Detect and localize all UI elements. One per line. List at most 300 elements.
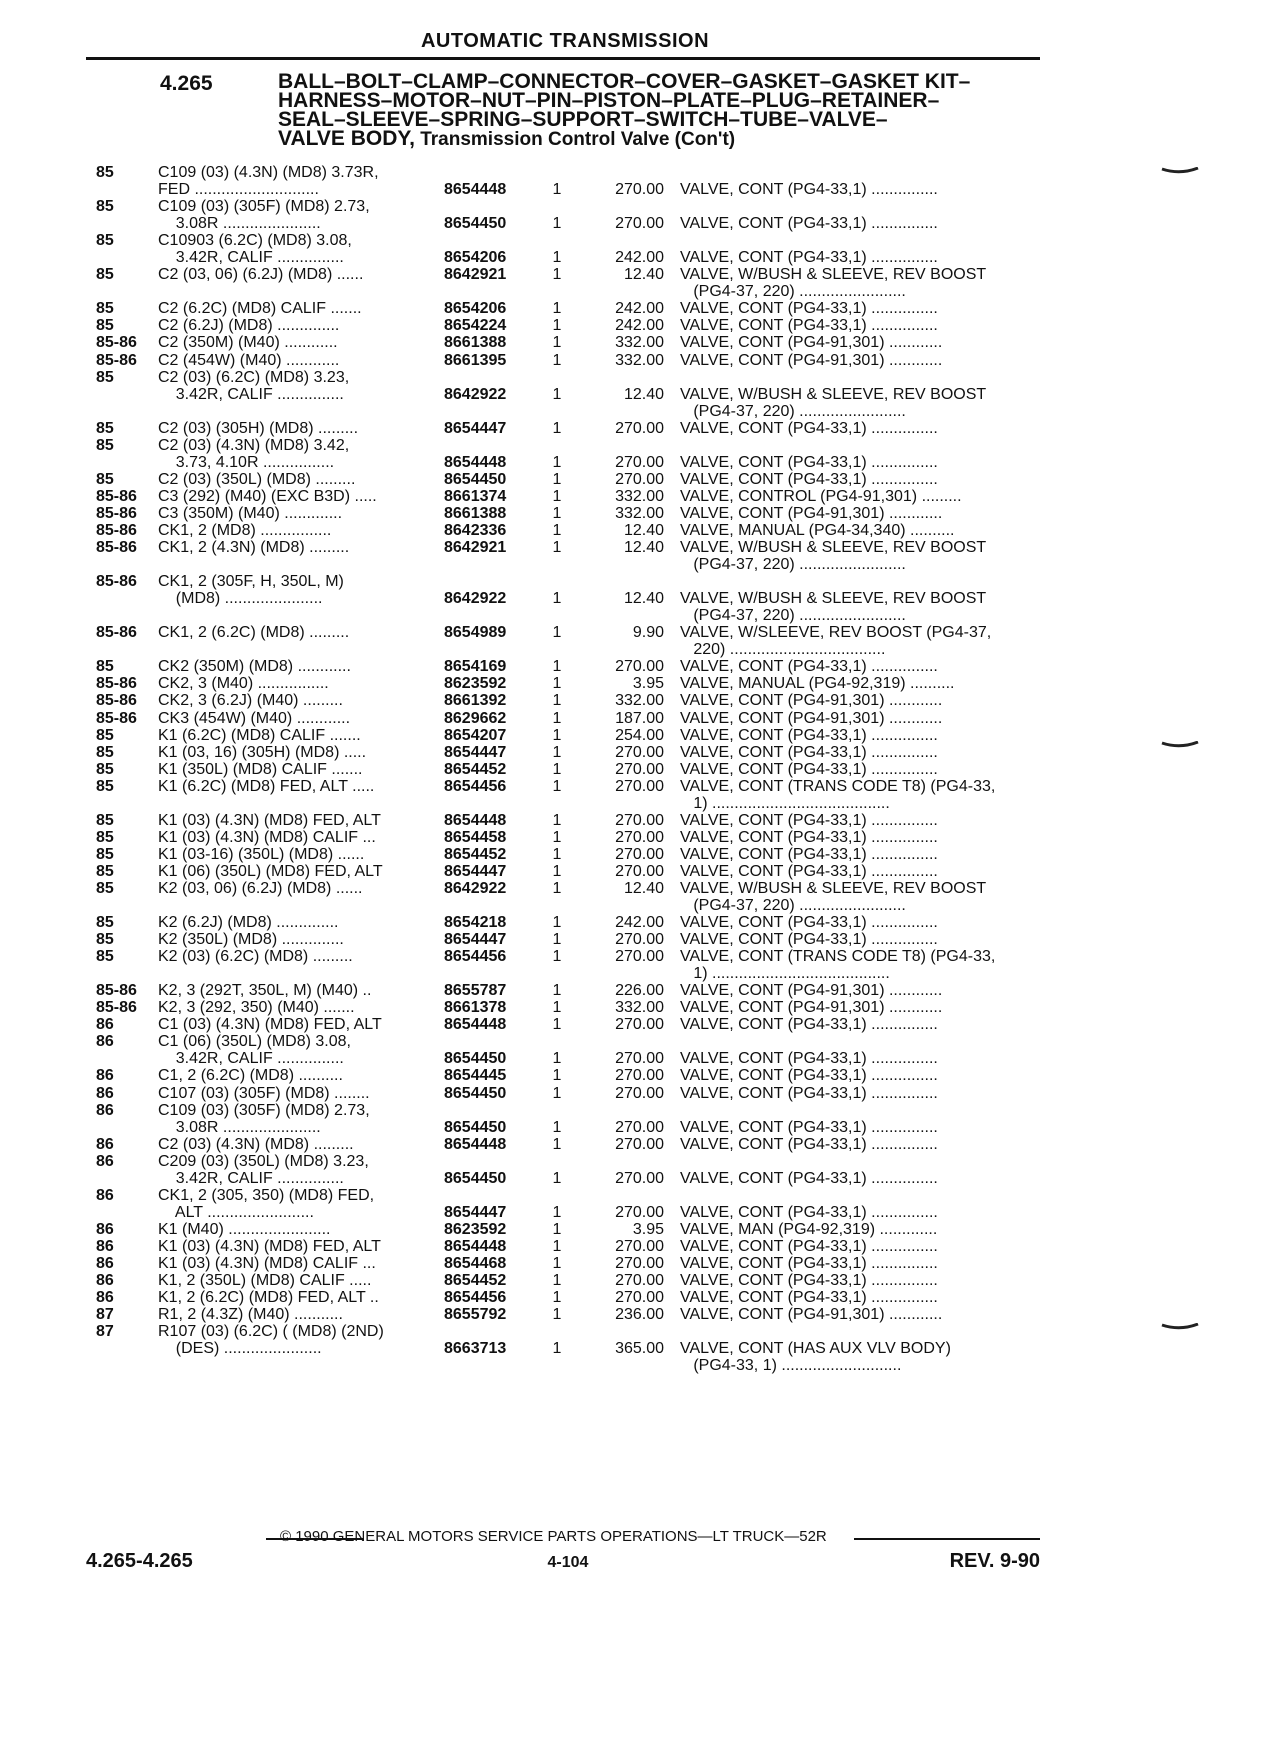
table-row [96,913,1046,930]
description-cell: (PG4-37, 220) ........................ [680,556,906,574]
quantity-cell: 1 [552,1118,562,1136]
table-row [96,402,1046,419]
year-cell: 86 [96,1272,114,1290]
description-cell: (PG4-37, 220) ........................ [680,607,906,625]
application-cell: C1 (03) (4.3N) (MD8) FED, ALT [158,1016,382,1034]
application-cell: C10903 (6.2C) (MD8) 3.08, [158,232,352,250]
table-row [96,1203,1046,1220]
description-cell: (PG4-33, 1) ........................... [680,1357,902,1375]
year-cell: 86 [96,1135,114,1153]
year-cell: 85 [96,198,114,216]
quantity-cell: 1 [552,1272,562,1290]
application-cell: K1 (03-16) (350L) (MD8) ...... [158,845,365,863]
application-cell: 3.08R ...................... [158,215,321,233]
part-number-cell: 8654447 [444,862,507,880]
application-cell: (MD8) ...................... [158,590,323,608]
year-cell: 86 [96,1033,114,1051]
year-cell: 85-86 [96,573,137,591]
table-row [96,316,1046,333]
quantity-cell: 1 [552,1135,562,1153]
application-cell: C2 (6.2J) (MD8) .............. [158,317,340,335]
part-number-cell: 8654447 [444,743,507,761]
table-row [96,1254,1046,1271]
price-cell: 270.00 [615,215,664,233]
table-row [96,487,1046,504]
part-number-cell: 8661374 [444,487,507,505]
application-cell: CK1, 2 (4.3N) (MD8) ......... [158,539,350,557]
description-cell: VALVE, CONT (PG4-33,1) ............... [680,453,938,471]
description-cell: VALVE, CONT (PG4-33,1) ............... [680,811,938,829]
application-cell: C209 (03) (350L) (MD8) 3.23, [158,1152,369,1170]
quantity-cell: 1 [552,1340,562,1358]
description-cell: VALVE, CONT (PG4-33,1) ............... [680,215,938,233]
year-cell: 86 [96,1101,114,1119]
year-cell: 85-86 [96,624,137,642]
price-cell: 270.00 [615,862,664,880]
description-cell: VALVE, CONT (PG4-33,1) ............... [680,1050,938,1068]
price-cell: 270.00 [615,1289,664,1307]
application-cell: FED ............................ [158,181,319,199]
application-cell: R1, 2 (4.3Z) (M40) ........... [158,1306,343,1324]
application-cell: K1 (03) (4.3N) (MD8) FED, ALT [158,1237,381,1255]
binder-mark [1160,167,1200,175]
table-row [96,282,1046,299]
year-cell: 85 [96,470,114,488]
application-cell: CK1, 2 (305, 350) (MD8) FED, [158,1186,375,1204]
application-cell: K2 (6.2J) (MD8) .............. [158,914,339,932]
table-row [96,1084,1046,1101]
description-cell: VALVE, CONT (TRANS CODE T8) (PG4-33, [680,777,996,795]
price-cell: 332.00 [615,999,664,1017]
part-number-cell: 8654468 [444,1255,507,1272]
year-cell: 85 [96,828,114,846]
description-cell: VALVE, CONT (PG4-33,1) ............... [680,1118,938,1136]
description-cell: (PG4-37, 220) ........................ [680,402,906,420]
part-number-cell: 8654448 [444,1016,507,1034]
year-cell: 85-86 [96,709,137,727]
year-cell: 86 [96,1220,114,1238]
application-cell: C109 (03) (4.3N) (MD8) 3.73R, [158,164,379,181]
description-cell: VALVE, CONT (PG4-33,1) ............... [680,1255,938,1272]
table-row [96,640,1046,657]
application-cell: K2 (03, 06) (6.2J) (MD8) ...... [158,879,363,897]
quantity-cell: 1 [552,1237,562,1255]
table-row [96,1118,1046,1135]
table-row [96,299,1046,316]
application-cell: 3.42R, CALIF ............... [158,1169,344,1187]
quantity-cell: 1 [552,828,562,846]
year-cell: 85 [96,914,114,932]
part-number-cell: 8642922 [444,590,507,608]
table-row [96,163,1046,180]
part-number-cell: 8654224 [444,317,507,335]
price-cell: 12.40 [623,266,664,284]
year-cell: 85-86 [96,521,137,539]
description-cell: 220) ................................... [680,641,886,659]
section-number: 4.265 [160,72,213,95]
application-cell: K2 (03) (6.2C) (MD8) ......... [158,948,353,966]
price-cell: 9.90 [632,624,664,642]
section-title-line: BALL–BOLT–CLAMP–CONNECTOR–COVER–GASKET–GASKET KIT– [278,70,971,93]
part-number-cell: 8654448 [444,453,507,471]
description-cell: VALVE, CONT (PG4-91,301) ............ [680,982,943,1000]
price-cell: 242.00 [615,249,664,267]
quantity-cell: 1 [552,419,562,437]
year-cell: 85 [96,777,114,795]
year-cell: 85 [96,726,114,744]
quantity-cell: 1 [552,215,562,233]
quantity-cell: 1 [552,317,562,335]
table-row [96,351,1046,368]
table-row [96,504,1046,521]
application-cell: C107 (03) (305F) (MD8) ........ [158,1084,370,1102]
footer-page-number: 4-104 [547,1554,589,1571]
description-cell: VALVE, CONT (PG4-33,1) ............... [680,658,938,676]
price-cell: 332.00 [615,487,664,505]
table-row [96,436,1046,453]
quantity-cell: 1 [552,982,562,1000]
price-cell: 242.00 [615,914,664,932]
description-cell: (PG4-37, 220) ........................ [680,897,906,915]
price-cell: 332.00 [615,351,664,369]
table-row [96,930,1046,947]
table-row [96,777,1046,794]
application-cell: K1 (350L) (MD8) CALIF ....... [158,760,363,778]
table-row [96,879,1046,896]
quantity-cell: 1 [552,777,562,795]
section-title [278,72,1038,149]
description-cell: VALVE, W/BUSH & SLEEVE, REV BOOST [680,385,987,403]
description-cell: VALVE, CONT (HAS AUX VLV BODY) [680,1340,951,1358]
year-cell: 85-86 [96,334,137,352]
price-cell: 12.40 [623,385,664,403]
quantity-cell: 1 [552,1084,562,1102]
year-cell: 85 [96,760,114,778]
table-row [96,180,1046,197]
part-number-cell: 8623592 [444,1220,507,1238]
table-row [96,896,1046,913]
application-cell: CK2 (350M) (MD8) ............ [158,658,351,676]
part-number-cell: 8654448 [444,811,507,829]
application-cell: K2, 3 (292, 350) (M40) ....... [158,999,355,1017]
year-cell: 85 [96,879,114,897]
application-cell: K1 (6.2C) (MD8) CALIF ....... [158,726,361,744]
footer-section-range: 4.265-4.265 [86,1550,193,1572]
application-cell: K1, 2 (6.2C) (MD8) FED, ALT .. [158,1289,379,1307]
quantity-cell: 1 [552,334,562,352]
description-cell: VALVE, CONT (PG4-33,1) ............... [680,470,938,488]
part-number-cell: 8642921 [444,539,507,557]
description-cell: VALVE, CONT (PG4-33,1) ............... [680,1289,938,1307]
table-row [96,572,1046,589]
application-cell: C3 (350M) (M40) ............. [158,504,343,522]
description-cell: VALVE, CONT (PG4-33,1) ............... [680,1135,938,1153]
description-cell: VALVE, MANUAL (PG4-92,319) .......... [680,675,955,693]
table-row [96,964,1046,981]
table-row [96,657,1046,674]
quantity-cell: 1 [552,521,562,539]
year-cell: 85 [96,368,114,386]
application-cell: K1 (6.2C) (MD8) FED, ALT ..... [158,777,375,795]
quantity-cell: 1 [552,453,562,471]
quantity-cell: 1 [552,624,562,642]
year-cell: 85 [96,317,114,335]
application-cell: CK1, 2 (6.2C) (MD8) ......... [158,624,350,642]
table-row [96,248,1046,265]
table-row [96,265,1046,282]
table-row [96,1032,1046,1049]
description-cell: VALVE, CONT (PG4-33,1) ............... [680,1203,938,1221]
application-cell: K1 (M40) ....................... [158,1220,331,1238]
application-cell: 3.42R, CALIF ............... [158,249,344,267]
year-cell: 85-86 [96,999,137,1017]
table-row [96,623,1046,640]
quantity-cell: 1 [552,1067,562,1085]
price-cell: 270.00 [615,1169,664,1187]
application-cell: C2 (6.2C) (MD8) CALIF ....... [158,300,362,318]
part-number-cell: 8623592 [444,675,507,693]
price-cell: 226.00 [615,982,664,1000]
year-cell: 85 [96,419,114,437]
description-cell: VALVE, W/BUSH & SLEEVE, REV BOOST [680,879,987,897]
year-cell: 86 [96,1016,114,1034]
quantity-cell: 1 [552,675,562,693]
description-cell: VALVE, CONT (PG4-33,1) ............... [680,1272,938,1290]
part-number-cell: 8654452 [444,760,507,778]
part-number-cell: 8654169 [444,658,507,676]
quantity-cell: 1 [552,487,562,505]
quantity-cell: 1 [552,300,562,318]
price-cell: 332.00 [615,692,664,710]
application-cell: C3 (292) (M40) (EXC B3D) ..... [158,487,377,505]
price-cell: 270.00 [615,777,664,795]
part-number-cell: 8654456 [444,948,507,966]
price-cell: 270.00 [615,1203,664,1221]
price-cell: 12.40 [623,879,664,897]
application-cell: K1, 2 (350L) (MD8) CALIF ..... [158,1272,372,1290]
quantity-cell: 1 [552,385,562,403]
description-cell: VALVE, CONT (PG4-33,1) ............... [680,743,938,761]
quantity-cell: 1 [552,760,562,778]
application-cell: K1 (03) (4.3N) (MD8) CALIF ... [158,1255,376,1272]
description-cell: VALVE, CONT (PG4-91,301) ............ [680,1306,943,1324]
table-row [96,589,1046,606]
description-cell: VALVE, CONT (PG4-91,301) ............ [680,999,943,1017]
table-row [96,1135,1046,1152]
description-cell: VALVE, CONTROL (PG4-91,301) ......... [680,487,962,505]
application-cell: C2 (03) (305H) (MD8) ......... [158,419,359,437]
description-cell: VALVE, CONT (PG4-33,1) ............... [680,914,938,932]
part-number-cell: 8654450 [444,1169,507,1187]
description-cell: VALVE, MANUAL (PG4-34,340) .......... [680,521,955,539]
price-cell: 270.00 [615,1118,664,1136]
quantity-cell: 1 [552,709,562,727]
table-row [96,1271,1046,1288]
part-number-cell: 8642922 [444,879,507,897]
description-cell: VALVE, CONT (PG4-33,1) ............... [680,181,938,199]
year-cell: 86 [96,1255,114,1272]
part-number-cell: 8654445 [444,1067,507,1085]
price-cell: 236.00 [615,1306,664,1324]
price-cell: 270.00 [615,453,664,471]
application-cell: C1, 2 (6.2C) (MD8) .......... [158,1067,343,1085]
part-number-cell: 8654450 [444,215,507,233]
price-cell: 12.40 [623,590,664,608]
application-cell: CK2, 3 (M40) ................ [158,675,329,693]
price-cell: 270.00 [615,470,664,488]
application-cell: CK1, 2 (305F, H, 350L, M) [158,573,344,591]
table-row [96,674,1046,691]
application-cell: C2 (03) (4.3N) (MD8) 3.42, [158,436,350,454]
table-row [96,470,1046,487]
price-cell: 270.00 [615,1084,664,1102]
application-cell: K1 (03) (4.3N) (MD8) CALIF ... [158,828,376,846]
table-row [96,760,1046,777]
quantity-cell: 1 [552,266,562,284]
year-cell: 85 [96,845,114,863]
year-cell: 85-86 [96,487,137,505]
description-cell: VALVE, CONT (PG4-33,1) ............... [680,1237,938,1255]
part-number-cell: 8661395 [444,351,507,369]
quantity-cell: 1 [552,999,562,1017]
description-cell: VALVE, CONT (PG4-33,1) ............... [680,845,938,863]
application-cell: C2 (03) (350L) (MD8) ......... [158,470,356,488]
description-cell: VALVE, CONT (PG4-91,301) ............ [680,351,943,369]
table-row [96,811,1046,828]
table-row [96,555,1046,572]
description-cell: VALVE, CONT (PG4-33,1) ............... [680,931,938,949]
year-cell: 85 [96,164,114,181]
description-cell: 1) ........................................ [680,794,890,812]
table-row [96,1015,1046,1032]
part-number-cell: 8654452 [444,1272,507,1290]
quantity-cell: 1 [552,743,562,761]
price-cell: 242.00 [615,300,664,318]
table-row [96,726,1046,743]
year-cell: 86 [96,1152,114,1170]
part-number-cell: 8642922 [444,385,507,403]
table-row [96,1356,1046,1373]
application-cell: 3.08R ...................... [158,1118,321,1136]
quantity-cell: 1 [552,948,562,966]
price-cell: 187.00 [615,709,664,727]
description-cell: VALVE, CONT (TRANS CODE T8) (PG4-33, [680,948,996,966]
part-number-cell: 8654450 [444,1118,507,1136]
part-number-cell: 8654207 [444,726,507,744]
table-row [96,214,1046,231]
year-cell: 85-86 [96,675,137,693]
application-cell: K1 (06) (350L) (MD8) FED, ALT [158,862,383,880]
year-cell: 85 [96,862,114,880]
section-title-rest: Transmission Control Valve (Con't) [414,129,736,150]
application-cell: C1 (06) (350L) (MD8) 3.08, [158,1033,351,1051]
part-number-cell: 8654452 [444,845,507,863]
part-number-cell: 8654448 [444,1135,507,1153]
description-cell: VALVE, CONT (PG4-33,1) ............... [680,249,938,267]
part-number-cell: 8654450 [444,1084,507,1102]
price-cell: 270.00 [615,931,664,949]
application-cell: 3.42R, CALIF ............... [158,385,344,403]
part-number-cell: 8654456 [444,777,507,795]
application-cell: (DES) ...................... [158,1340,322,1358]
quantity-cell: 1 [552,862,562,880]
table-row [96,998,1046,1015]
table-row [96,1322,1046,1339]
description-cell: VALVE, CONT (PG4-91,301) ............ [680,709,943,727]
table-row [96,1186,1046,1203]
part-number-cell: 8654989 [444,624,507,642]
year-cell: 85-86 [96,504,137,522]
table-row [96,521,1046,538]
quantity-cell: 1 [552,181,562,199]
part-number-cell: 8654458 [444,828,507,846]
table-row [96,1066,1046,1083]
table-row [96,1237,1046,1254]
quantity-cell: 1 [552,351,562,369]
description-cell: VALVE, CONT (PG4-33,1) ............... [680,1067,938,1085]
year-cell: 86 [96,1067,114,1085]
table-row [96,947,1046,964]
application-cell: R107 (03) (6.2C) ( (MD8) (2ND) [158,1323,384,1341]
table-row [96,231,1046,248]
year-cell: 85-86 [96,692,137,710]
quantity-cell: 1 [552,914,562,932]
price-cell: 3.95 [632,675,664,693]
footer-copyright: © 1990 GENERAL MOTORS SERVICE PARTS OPERATIONS—LT TRUCK—52R [280,1528,827,1545]
quantity-cell: 1 [552,726,562,744]
part-number-cell: 8629662 [444,709,507,727]
price-cell: 270.00 [615,1067,664,1085]
price-cell: 3.95 [632,1220,664,1238]
description-cell: VALVE, W/BUSH & SLEEVE, REV BOOST [680,590,987,608]
quantity-cell: 1 [552,879,562,897]
year-cell: 85 [96,948,114,966]
price-cell: 270.00 [615,1272,664,1290]
quantity-cell: 1 [552,1203,562,1221]
application-cell: K2, 3 (292T, 350L, M) (M40) .. [158,982,372,1000]
application-cell: K1 (03) (4.3N) (MD8) FED, ALT [158,811,381,829]
year-cell: 85 [96,232,114,250]
table-row [96,606,1046,623]
quantity-cell: 1 [552,1050,562,1068]
table-row [96,981,1046,998]
application-cell: C2 (03) (6.2C) (MD8) 3.23, [158,368,350,386]
application-cell: C109 (03) (305F) (MD8) 2.73, [158,1101,370,1119]
year-cell: 85 [96,743,114,761]
price-cell: 270.00 [615,1050,664,1068]
part-number-cell: 8654456 [444,1289,507,1307]
description-cell: VALVE, CONT (PG4-33,1) ............... [680,317,938,335]
application-cell: CK3 (454W) (M40) ............ [158,709,351,727]
year-cell: 85 [96,300,114,318]
price-cell: 270.00 [615,1255,664,1272]
application-cell: C2 (350M) (M40) ............ [158,334,338,352]
price-cell: 270.00 [615,760,664,778]
price-cell: 12.40 [623,539,664,557]
table-row [96,419,1046,436]
quantity-cell: 1 [552,931,562,949]
part-number-cell: 8661388 [444,504,507,522]
section-title-bold: VALVE BODY, [278,127,415,150]
part-number-cell: 8654448 [444,1237,507,1255]
quantity-cell: 1 [552,1255,562,1272]
description-cell: VALVE, W/BUSH & SLEEVE, REV BOOST [680,539,987,557]
description-cell: VALVE, CONT (PG4-33,1) ............... [680,862,938,880]
description-cell: VALVE, CONT (PG4-33,1) ............... [680,726,938,744]
quantity-cell: 1 [552,845,562,863]
table-row [96,453,1046,470]
part-number-cell: 8654206 [444,249,507,267]
